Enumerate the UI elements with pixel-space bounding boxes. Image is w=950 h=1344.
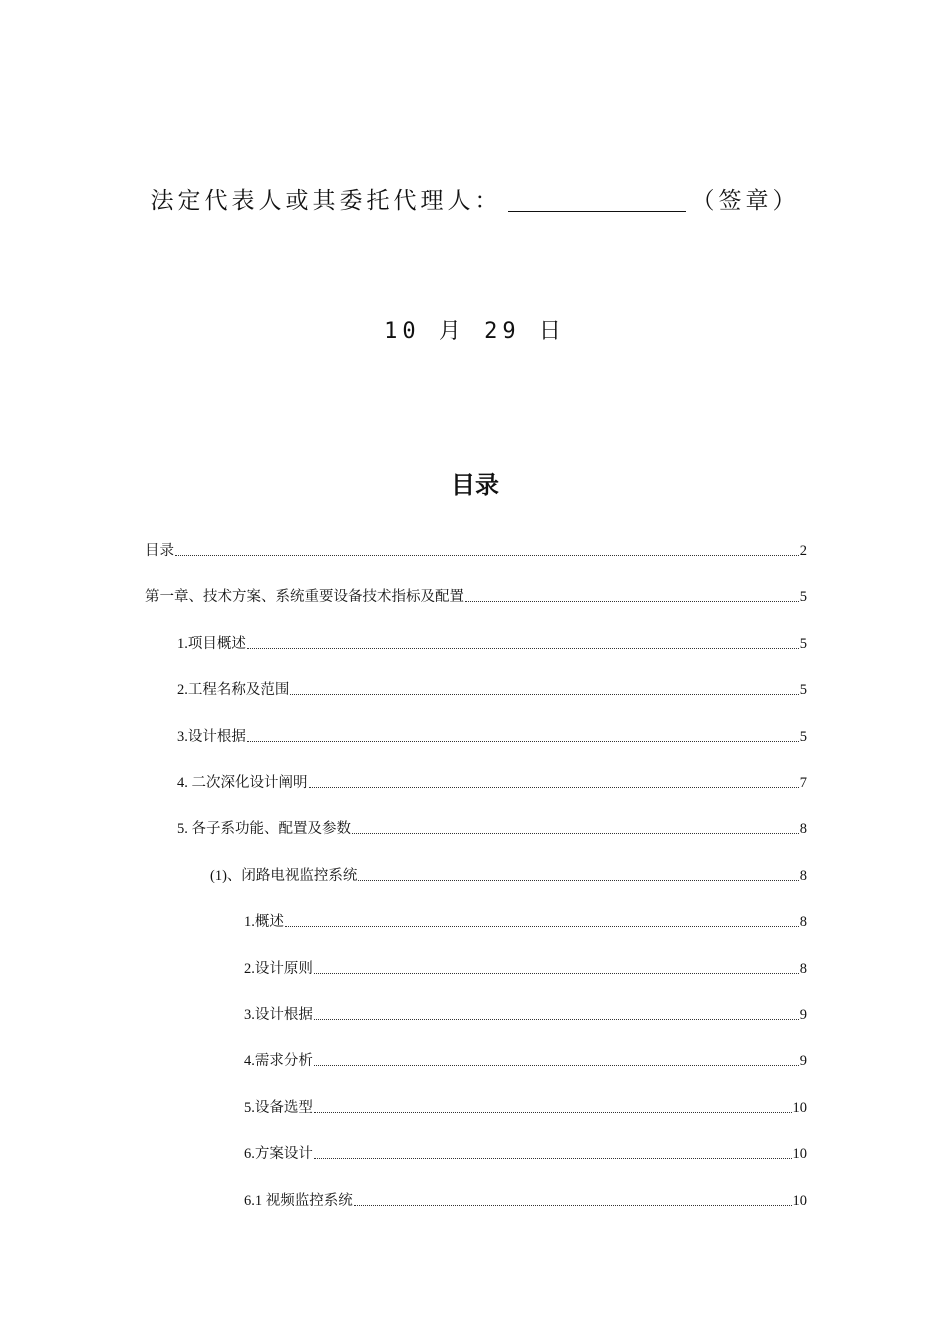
toc-entry-label: 3.设计根据 <box>244 1007 313 1023</box>
date-text: 10 月 29 日 <box>384 319 566 344</box>
toc-entry-page: 5 <box>799 682 807 699</box>
toc-dot-leader <box>247 741 799 742</box>
signature-blank <box>508 187 686 212</box>
toc-entry-label: 第一章、技术方案、系统重要设备技术指标及配置 <box>145 589 464 606</box>
toc-entry-label: 5.设备选型 <box>244 1099 313 1116</box>
toc-dot-leader <box>175 555 799 556</box>
toc-entry[interactable] <box>244 909 807 931</box>
toc-entry[interactable] <box>244 956 807 978</box>
toc-entry[interactable] <box>244 1141 807 1163</box>
toc-dot-leader <box>314 1019 799 1020</box>
toc-entry-page: 5 <box>799 589 807 606</box>
toc-dot-leader <box>465 601 799 602</box>
signature-label: 法定代表人或其委托代理人： <box>150 188 502 214</box>
signature-suffix: （签章） <box>691 188 800 214</box>
toc-dot-leader <box>314 1112 792 1113</box>
toc-entry-label: 目录 <box>145 543 174 559</box>
toc-entry-label: 2.工程名称及范围 <box>177 682 290 699</box>
toc-entry-page: 8 <box>799 867 807 884</box>
toc-dot-leader <box>309 787 799 788</box>
toc-entry-page: 7 <box>799 775 807 791</box>
toc-entry-label: 6.方案设计 <box>244 1146 313 1163</box>
toc-title: 目录 <box>451 471 499 499</box>
toc-entry-page: 10 <box>792 1099 807 1116</box>
toc-entry[interactable] <box>210 863 807 885</box>
toc-entry-page: 8 <box>799 960 807 977</box>
toc-dot-leader <box>352 833 799 834</box>
toc-entry-label: 4.需求分析 <box>244 1053 313 1070</box>
toc-entry-page: 9 <box>799 1053 807 1070</box>
toc-dot-leader <box>314 973 799 974</box>
toc-entry-label: 2.设计原则 <box>244 960 313 977</box>
toc-entry-label: 6.1 视频监控系统 <box>244 1192 353 1209</box>
signature-line <box>0 182 950 215</box>
toc-entry-page: 10 <box>792 1146 807 1163</box>
toc-entry[interactable] <box>177 631 807 653</box>
toc-dot-leader <box>290 694 798 695</box>
toc-entry[interactable] <box>244 1095 807 1117</box>
toc-entry-label: 5. 各子系功能、配置及参数 <box>177 821 351 838</box>
toc-entry-page: 5 <box>799 635 807 652</box>
toc-dot-leader <box>358 880 798 881</box>
toc-entry-label: 4. 二次深化设计阐明 <box>177 775 308 791</box>
toc-dot-leader <box>247 648 799 649</box>
toc-entry[interactable] <box>244 1188 807 1210</box>
toc-entry-page: 8 <box>799 821 807 838</box>
toc-entry[interactable] <box>177 816 807 838</box>
toc-entry-page: 8 <box>799 914 807 931</box>
toc-entry-label: 3.设计根据 <box>177 728 246 745</box>
toc-entry-label: 1.项目概述 <box>177 635 246 652</box>
toc-entry[interactable] <box>177 677 807 699</box>
toc-entry-page: 9 <box>799 1007 807 1023</box>
toc-dot-leader <box>314 1158 792 1159</box>
toc-entry-page: 5 <box>799 728 807 745</box>
toc-entry-label: 1.概述 <box>244 914 284 931</box>
toc-dot-leader <box>285 926 799 927</box>
toc-entry[interactable] <box>145 584 807 606</box>
toc-entry[interactable] <box>177 770 807 792</box>
toc-entry-page: 10 <box>792 1192 807 1209</box>
toc-entry-page: 2 <box>799 543 807 559</box>
toc-entry[interactable] <box>244 1048 807 1070</box>
toc-entry-label: (1)、闭路电视监控系统 <box>210 867 358 884</box>
toc-entry[interactable] <box>177 724 807 746</box>
toc-entry[interactable] <box>145 538 807 560</box>
toc-entry[interactable] <box>244 1002 807 1024</box>
toc-dot-leader <box>314 1065 799 1066</box>
toc-dot-leader <box>354 1205 792 1206</box>
